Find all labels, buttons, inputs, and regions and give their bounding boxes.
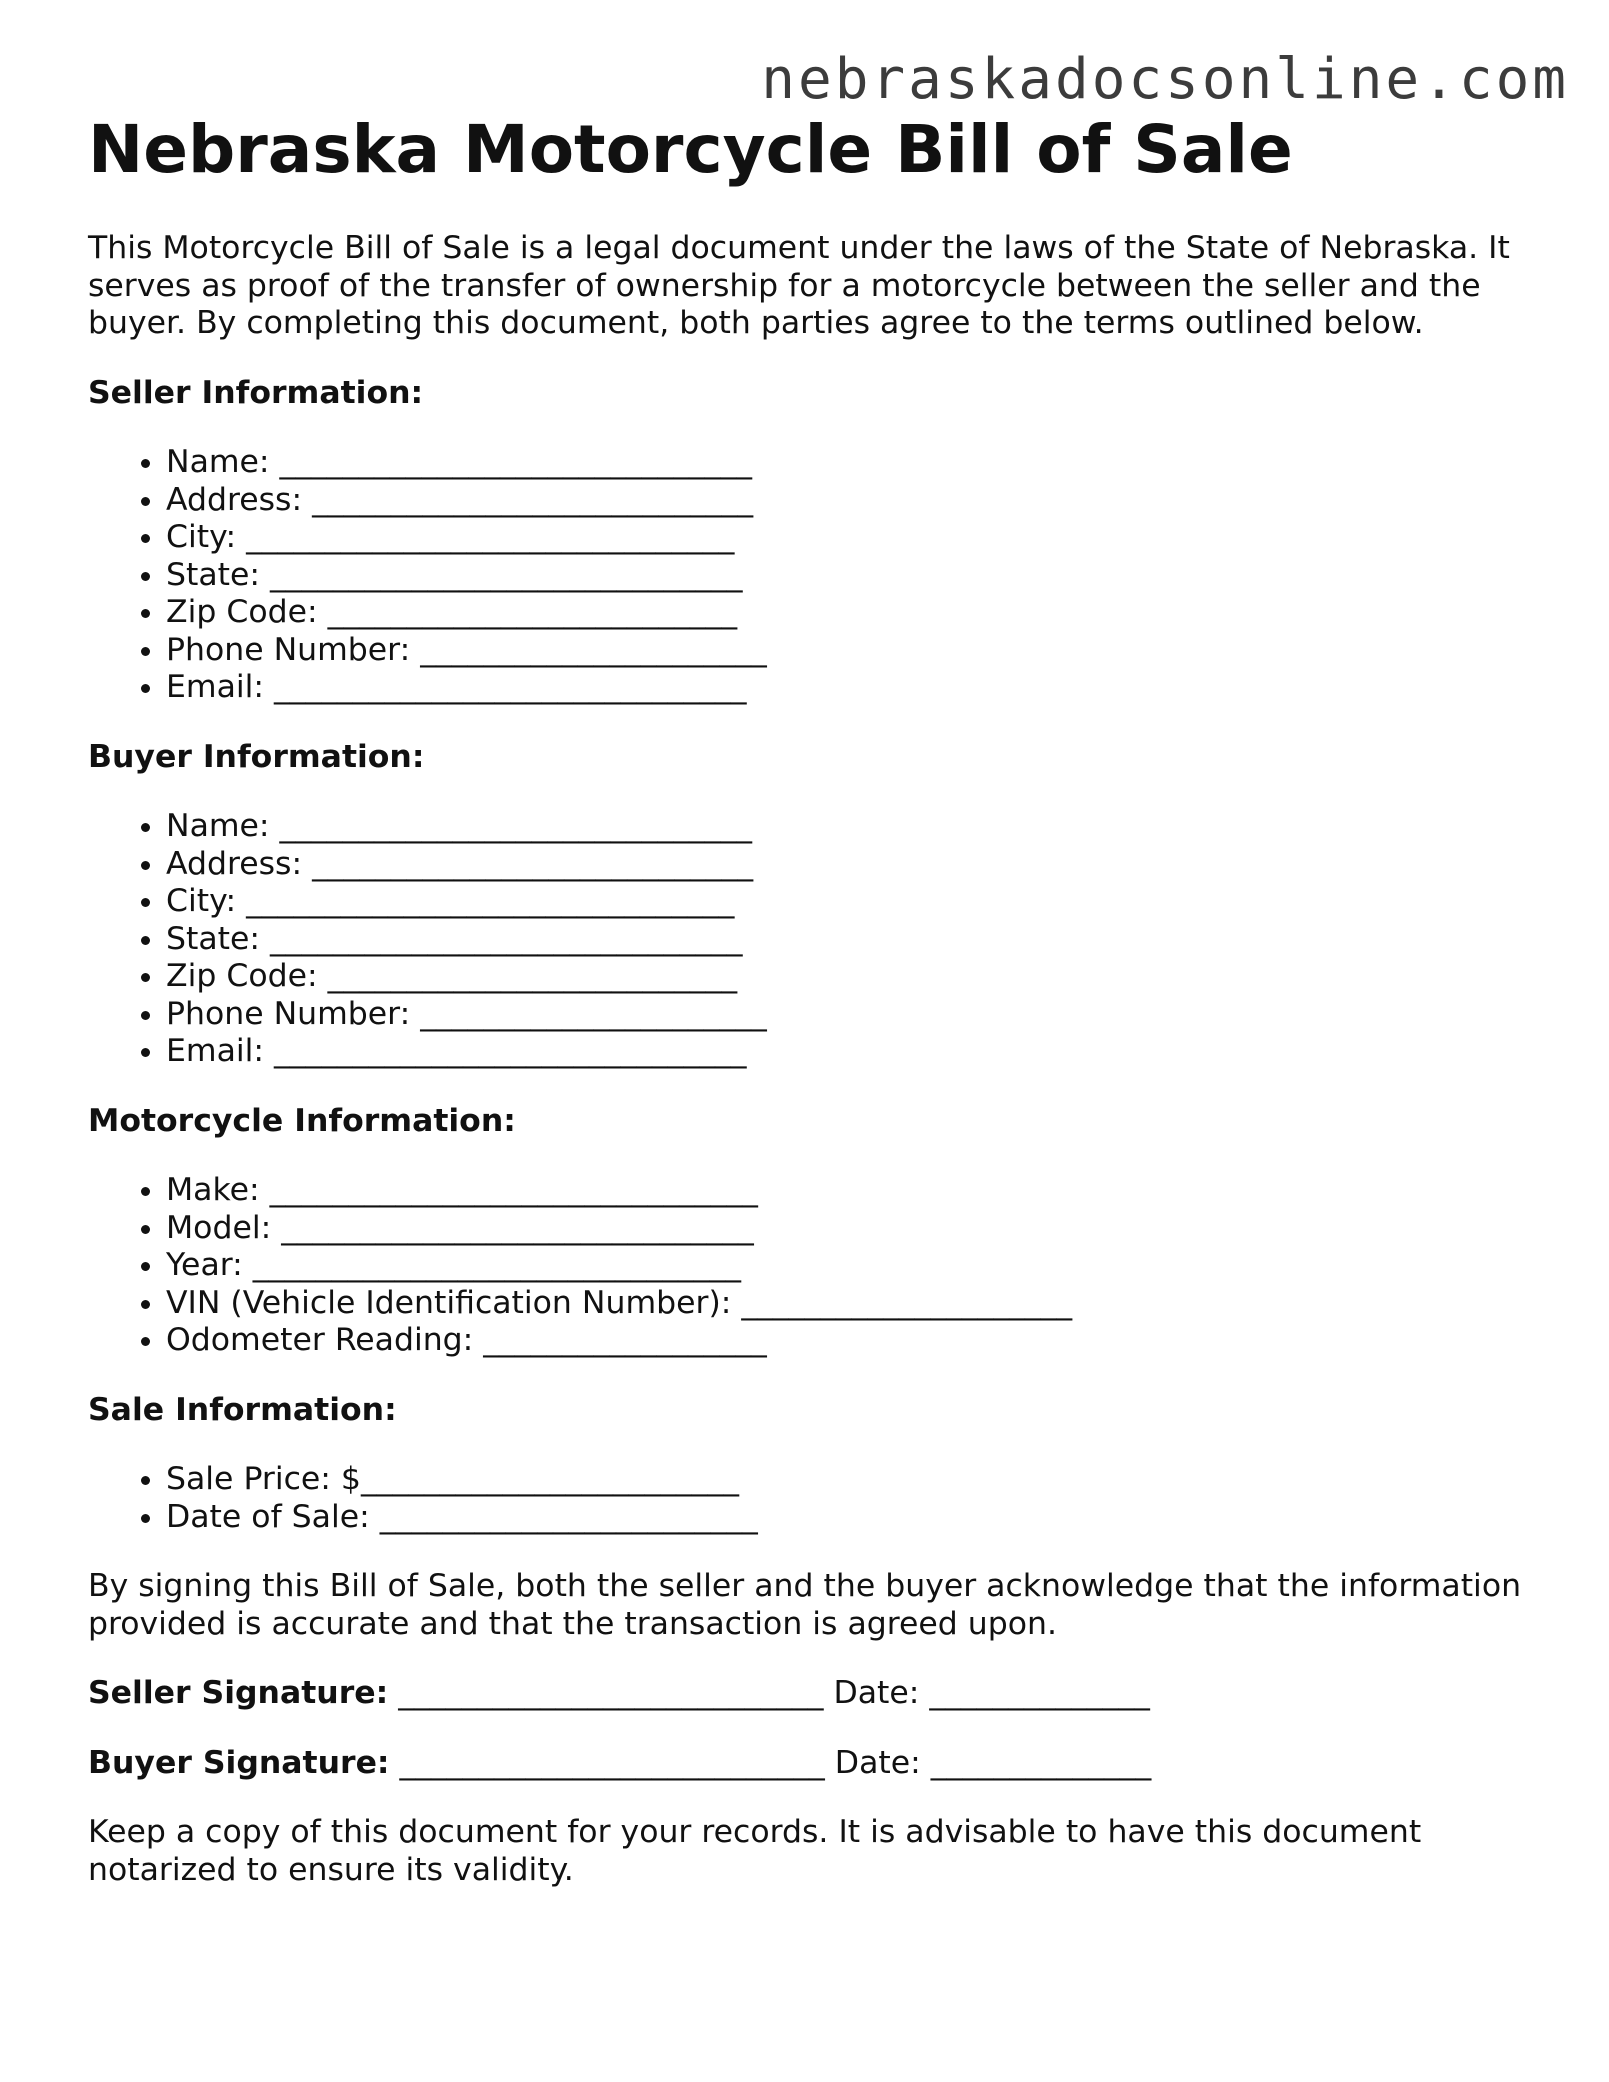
motorcycle-fields-list (88, 1172, 1528, 1360)
motorcycle-odometer-field: • Odometer Reading: __________________ (166, 1322, 1528, 1360)
seller-phone-field: • Phone Number: ______________________ (166, 632, 1528, 670)
buyer-phone-field: • Phone Number: ______________________ (166, 996, 1528, 1034)
seller-zip-field: • Zip Code: __________________________ (166, 594, 1528, 632)
document-body (88, 230, 1528, 1889)
seller-address-field: • Address: ____________________________ (166, 482, 1528, 520)
seller-fields-list (88, 444, 1528, 707)
seller-state-field: • State: ______________________________ (166, 557, 1528, 595)
acknowledgement-paragraph: By signing this Bill of Sale, both the seller and the buyer acknowledge that the information provided is accurate and that the transaction is agreed upon. (88, 1568, 1522, 1642)
seller-signature-label: Seller Signature: (88, 1675, 389, 1711)
seller-signature-blank: ___________________________ Date: ______________ (388, 1675, 1150, 1711)
sale-price-field: • Sale Price: $________________________ (166, 1461, 1528, 1499)
buyer-section-heading: Buyer Information: (88, 738, 425, 775)
buyer-address-field: • Address: ____________________________ (166, 846, 1528, 884)
buyer-name-field: • Name: ______________________________ (166, 808, 1528, 846)
motorcycle-vin-field: • VIN (Vehicle Identification Number): _____________________ (166, 1285, 1528, 1323)
motorcycle-make-field: • Make: _______________________________ (166, 1172, 1528, 1210)
buyer-fields-list (88, 808, 1528, 1071)
sale-fields-list (88, 1461, 1528, 1536)
seller-email-field: • Email: ______________________________ (166, 669, 1528, 707)
sale-date-field: • Date of Sale: ________________________ (166, 1499, 1528, 1537)
buyer-email-field: • Email: ______________________________ (166, 1033, 1528, 1071)
buyer-signature-blank: ___________________________ Date: ______________ (389, 1744, 1152, 1781)
seller-section-heading: Seller Information: (88, 374, 424, 411)
buyer-signature-line (88, 1745, 1528, 1783)
buyer-signature-label: Buyer Signature: (88, 1744, 390, 1781)
sale-section-heading: Sale Information: (88, 1391, 397, 1428)
seller-city-field: • City: _______________________________ (166, 519, 1528, 557)
intro-paragraph: This Motorcycle Bill of Sale is a legal document under the laws of the State of Nebraska. It serves as proof of the transfer of ownership for a motorcycle between the seller and the buyer. By completing this document, both parties agree to the terms outlined below. (88, 230, 1510, 341)
seller-name-field: • Name: ______________________________ (166, 444, 1528, 482)
motorcycle-year-field: • Year: _______________________________ (166, 1247, 1528, 1285)
footer-note: Keep a copy of this document for your records. It is advisable to have this document notarized to ensure its validity. (88, 1814, 1422, 1888)
site-watermark: nebraskadocsonline.com (761, 47, 1569, 112)
document-title: Nebraska Motorcycle Bill of Sale (88, 111, 1293, 188)
buyer-city-field: • City: _______________________________ (166, 883, 1528, 921)
seller-signature-line (88, 1675, 1528, 1713)
motorcycle-model-field: • Model: ______________________________ (166, 1210, 1528, 1248)
buyer-zip-field: • Zip Code: __________________________ (166, 958, 1528, 996)
motorcycle-section-heading: Motorcycle Information: (88, 1102, 516, 1139)
buyer-state-field: • State: ______________________________ (166, 921, 1528, 959)
